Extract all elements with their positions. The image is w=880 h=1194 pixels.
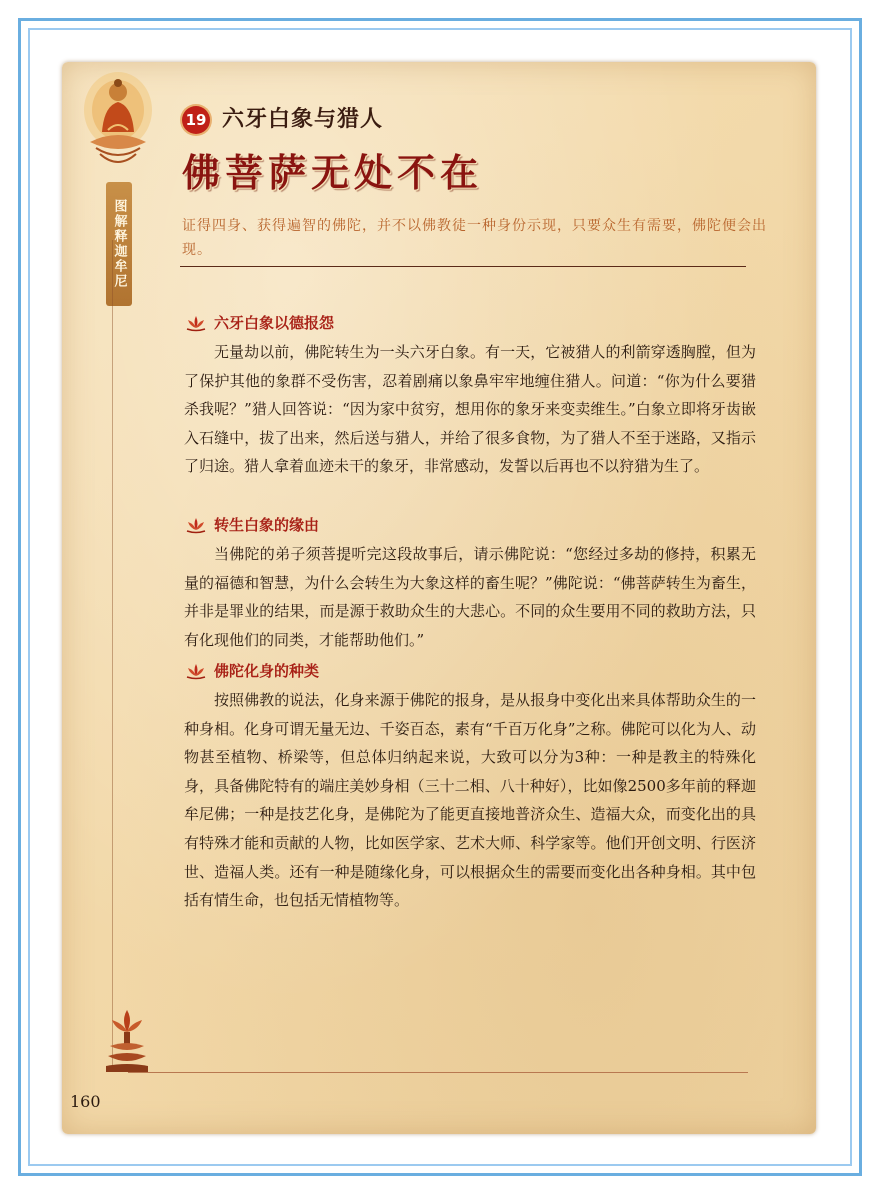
intro-divider	[180, 266, 746, 267]
chapter-subtitle: 六牙白象与猎人	[222, 107, 384, 132]
lotus-icon	[184, 314, 208, 332]
buddha-emblem-icon	[80, 70, 156, 180]
section-body-2: 当佛陀的弟子须菩提听完这段故事后，请示佛陀说：“您经过多劫的修持，积累无量的福德和智慧，为什么会转生为大象这样的畜生呢？”佛陀说：“佛菩萨转生为畜生，并非是罪业的结果，而是源于救助众生的大悲心。不同的众生要用不同的救助方法，只有化现他们的同类，才能帮助他们。”	[184, 545, 756, 649]
page-title: 佛菩萨无处不在	[182, 151, 484, 195]
intro-paragraph: 证得四身、获得遍智的佛陀，并不以佛教徒一种身份示现，只要众生有需要，佛陀便会出现。	[182, 218, 767, 258]
section-heading-3-text: 佛陀化身的种类	[214, 662, 320, 680]
section-heading-2	[184, 514, 319, 535]
footer-divider	[128, 1072, 748, 1073]
section-heading-1	[184, 312, 334, 333]
section-body-3: 按照佛教的说法，化身来源于佛陀的报身，是从报身中变化出来具体帮助众生的一种身相。化身可谓无量无边、千姿百态，素有“千百万化身”之称。佛陀可以化为人、动物甚至植物、桥梁等，但总体归纳起来说，大致可以分为3种：一种是教主的特殊化身，具备佛陀特有的端庄美妙身相（三十二相、八十种好），比如像2500多年前的释迦牟尼佛；一种是技艺化身，是佛陀为了能更直接地普济众生、造福大众，而变化出的具有特殊才能和贡献的人物，比如医学家、艺术大师、科学家等。他们开创文明、行医济世、造福人类。还有一种是随缘化身，可以根据众生的需要而变化出各种身相。其中包括有情生命，也包括无情植物等。	[184, 691, 756, 910]
lotus-ornament-icon	[102, 1006, 152, 1078]
section-body-1: 无量劫以前，佛陀转生为一头六牙白象。有一天，它被猎人的利箭穿透胸膛，但为了保护其他的象群不受伤害，忍着剧痛以象鼻牢牢地缠住猎人。问道：“你为什么要猎杀我呢？”猎人回答说：“因为家中贫穷，想用你的象牙来变卖维生。”白象立即将牙齿嵌入石缝中，拔了出来，然后送与猎人，并给了很多食物，为了猎人不至于迷路，又指示了归途。猎人拿着血迹未干的象牙，非常感动，发誓以后再也不以狩猎为生了。	[184, 343, 756, 476]
section-heading-3	[184, 660, 319, 681]
book-page	[62, 62, 816, 1134]
lotus-icon	[184, 662, 208, 680]
side-category-tab: 图解释迦牟尼	[106, 182, 132, 306]
page-number: 160	[70, 1092, 101, 1111]
section-heading-2-text: 转生白象的缘由	[214, 516, 320, 534]
section-heading-1-text: 六牙白象以德报怨	[214, 314, 335, 332]
lotus-icon	[184, 516, 208, 534]
chapter-number-badge: 19	[182, 106, 210, 134]
side-rail-line	[112, 240, 113, 1070]
